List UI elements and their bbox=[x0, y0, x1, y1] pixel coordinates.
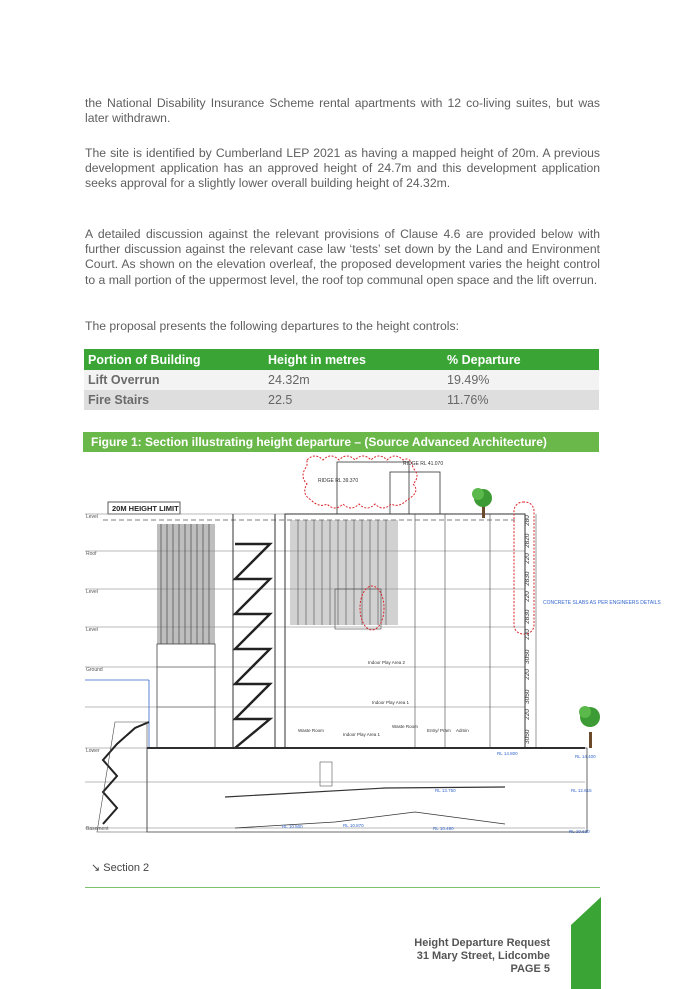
footer-address: 31 Mary Street, Lidcombe bbox=[416, 950, 550, 962]
concrete-slab-note: CONCRETE SLABS AS PER ENGINEERS DETAILS bbox=[543, 600, 661, 606]
svg-text:Lower: Lower bbox=[86, 748, 100, 754]
body-paragraph-2: The site is identified by Cumberland LEP 2021 as having a mapped height of 20m. A previous development application has an approved height of 24.7m and this development application seeks approval for a slightly lower overall building height of 24.32m. bbox=[85, 146, 600, 191]
svg-text:Entry/ Pram: Entry/ Pram bbox=[427, 728, 451, 733]
section-drawing bbox=[85, 452, 661, 857]
footer-rule bbox=[85, 887, 600, 888]
table-header: Height in metres bbox=[264, 349, 443, 370]
svg-text:Ground: Ground bbox=[86, 667, 103, 673]
svg-text:RL 10.500: RL 10.500 bbox=[282, 824, 303, 829]
table-cell: 19.49% bbox=[443, 370, 599, 390]
svg-text:RL 10.490: RL 10.490 bbox=[433, 826, 454, 831]
svg-text:3050: 3050 bbox=[524, 729, 531, 744]
section-label bbox=[91, 861, 149, 874]
table-cell: Fire Stairs bbox=[84, 390, 264, 410]
svg-text:RL 12.615: RL 12.615 bbox=[571, 788, 592, 793]
table-cell: 22.5 bbox=[264, 390, 443, 410]
section-label-text: Section 2 bbox=[103, 862, 150, 874]
svg-text:RL 14.800: RL 14.800 bbox=[497, 751, 518, 756]
figure-caption: Figure 1: Section illustrating height departure – (Source Advanced Architecture) bbox=[83, 432, 599, 452]
table-row bbox=[84, 390, 599, 410]
svg-text:220: 220 bbox=[524, 591, 531, 602]
svg-text:Level: Level bbox=[86, 627, 98, 633]
svg-text:280: 280 bbox=[524, 515, 531, 526]
svg-text:RL 10.630: RL 10.630 bbox=[569, 829, 590, 834]
svg-text:220: 220 bbox=[524, 629, 531, 640]
svg-text:RL 10.870: RL 10.870 bbox=[343, 823, 364, 828]
table-cell: 24.32m bbox=[264, 370, 443, 390]
body-paragraph-3: A detailed discussion against the relevant provisions of Clause 4.6 are provided below with further discussion against the relevant case law ‘tests’ set down by the Land and Environment Court. As shown on the elevation overleaf, the proposed development varies the height control to a mall portion of the uppermost level, the roof top communal open space and the lift overrun. bbox=[85, 227, 600, 287]
svg-text:Indoor Play Area 2: Indoor Play Area 2 bbox=[368, 660, 406, 665]
svg-text:Indoor Play Area 1: Indoor Play Area 1 bbox=[343, 732, 381, 737]
svg-text:RL 14.400: RL 14.400 bbox=[575, 754, 596, 759]
svg-text:Level: Level bbox=[86, 589, 98, 595]
page-number: PAGE 5 bbox=[510, 963, 550, 975]
stair-core-shade bbox=[157, 524, 215, 644]
svg-text:Roof: Roof bbox=[86, 551, 97, 557]
ridge-label: RIDGE RL 41.070 bbox=[403, 461, 444, 467]
svg-text:3050: 3050 bbox=[524, 649, 531, 664]
height-departure-table bbox=[84, 349, 599, 410]
svg-text:Indoor Play Area 1: Indoor Play Area 1 bbox=[372, 700, 410, 705]
table-row bbox=[84, 370, 599, 390]
svg-text:220: 220 bbox=[524, 553, 531, 564]
svg-text:Level: Level bbox=[86, 514, 98, 520]
body-paragraph-4: The proposal presents the following departures to the height controls: bbox=[85, 319, 459, 333]
svg-text:220: 220 bbox=[524, 709, 531, 720]
table-cell: 11.76% bbox=[443, 390, 599, 410]
table-header: % Departure bbox=[443, 349, 599, 370]
svg-text:RL 13.750: RL 13.750 bbox=[435, 788, 456, 793]
table-cell: Lift Overrun bbox=[84, 370, 264, 390]
svg-text:Admin: Admin bbox=[456, 728, 469, 733]
section-arrow-icon: ↘ bbox=[91, 862, 101, 874]
ridge-label: RIDGE RL 39.370 bbox=[318, 478, 359, 484]
svg-text:Waste Room: Waste Room bbox=[392, 724, 418, 729]
svg-text:2820: 2820 bbox=[524, 533, 531, 548]
svg-text:3050: 3050 bbox=[524, 689, 531, 704]
svg-text:Basement: Basement bbox=[86, 826, 109, 832]
page-footer bbox=[414, 937, 550, 976]
footer-title: Height Departure Request bbox=[414, 937, 550, 949]
table-header-row bbox=[84, 349, 599, 370]
height-limit-label: 20M HEIGHT LIMIT bbox=[112, 504, 179, 513]
body-paragraph-1: the National Disability Insurance Scheme rental apartments with 12 co-living suites, but was later withdrawn. bbox=[85, 96, 600, 126]
svg-text:220: 220 bbox=[524, 669, 531, 680]
table-header: Portion of Building bbox=[84, 349, 264, 370]
svg-text:2830: 2830 bbox=[524, 571, 531, 586]
svg-text:Waste Room: Waste Room bbox=[298, 728, 324, 733]
svg-text:2830: 2830 bbox=[524, 609, 531, 624]
corner-accent bbox=[571, 897, 601, 989]
